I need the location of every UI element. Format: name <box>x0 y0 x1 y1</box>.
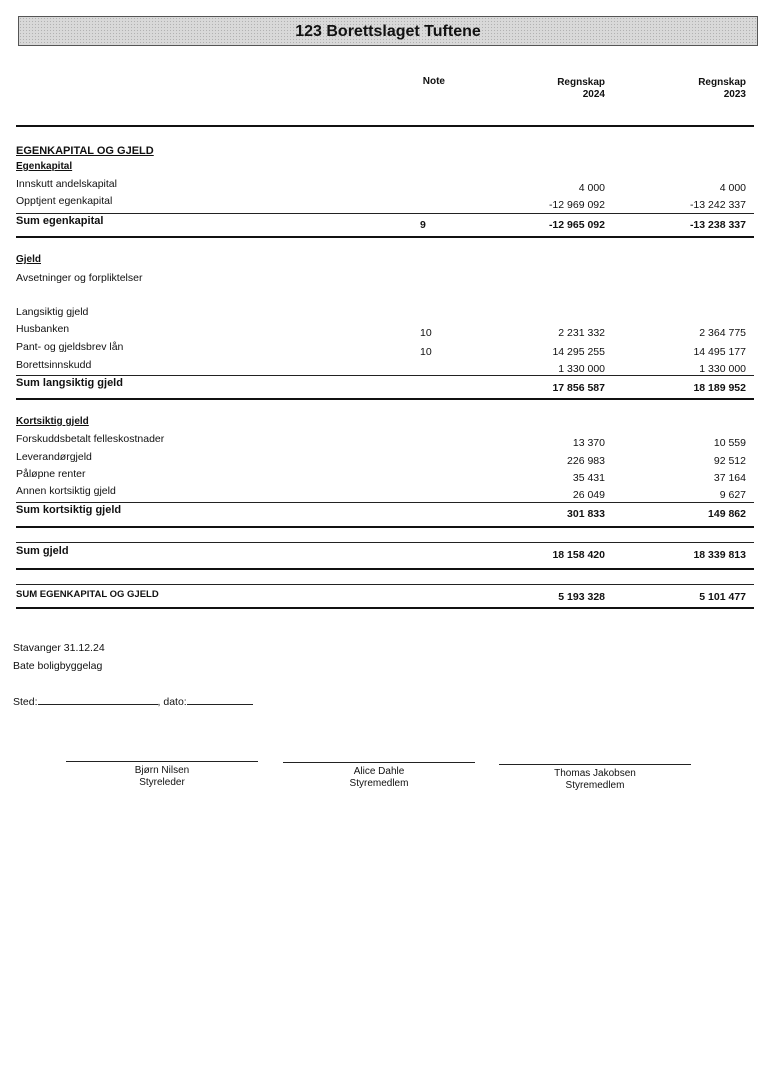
signature-line[interactable] <box>66 761 258 762</box>
note-column-header: Note <box>422 76 445 87</box>
kortsiktig-heading: Kortsiktig gjeld <box>16 416 89 427</box>
column-header-2023-line1: Regnskap <box>698 77 746 88</box>
dato-label: , dato: <box>157 696 187 708</box>
row-label: Påløpne renter <box>16 468 86 480</box>
row-value-2024: 13 370 <box>572 437 605 449</box>
company-name: Bate boligbyggelag <box>13 660 103 672</box>
row-value-2023: 37 164 <box>713 472 746 484</box>
row-divider <box>16 502 754 503</box>
sum-langsiktig-2024: 17 856 587 <box>552 382 605 394</box>
sum-langsiktig-label: Sum langsiktig gjeld <box>16 377 123 389</box>
grand-total-label: SUM EGENKAPITAL OG GJELD <box>16 589 159 600</box>
signature-block <box>499 768 691 792</box>
sted-label: Sted: <box>13 696 38 708</box>
row-divider <box>16 584 754 585</box>
signature-line[interactable] <box>283 762 475 763</box>
sum-gjeld-2023: 18 339 813 <box>693 549 746 561</box>
row-value-2023: 1 330 000 <box>699 363 746 375</box>
sum-egenkapital-note: 9 <box>420 219 426 231</box>
signature-block <box>66 765 258 789</box>
row-value-2024: 26 049 <box>572 489 605 501</box>
row-value-2023: 9 627 <box>719 489 746 501</box>
sum-kortsiktig-label: Sum kortsiktig gjeld <box>16 504 122 516</box>
row-note: 10 <box>420 327 432 339</box>
section-divider <box>16 607 754 609</box>
sum-gjeld-2024: 18 158 420 <box>552 549 605 561</box>
sum-egenkapital-label: Sum egenkapital <box>16 215 104 227</box>
column-header-2023-line2: 2023 <box>723 89 746 100</box>
signatory-role: Styremedlem <box>565 780 625 791</box>
sum-kortsiktig-2023: 149 862 <box>708 508 746 520</box>
egenkapital-heading: Egenkapital <box>16 161 73 172</box>
signature-block <box>283 766 475 790</box>
sum-langsiktig-2023: 18 189 952 <box>693 382 746 394</box>
section-title: EGENKAPITAL OG GJELD <box>16 145 154 157</box>
column-header-2023 <box>666 77 746 101</box>
row-value-2024: -12 969 092 <box>548 199 605 211</box>
row-label: Pant- og gjeldsbrev lån <box>16 341 124 353</box>
row-label: Leverandørgjeld <box>16 451 92 463</box>
signature-line[interactable] <box>499 764 691 765</box>
row-value-2023: 4 000 <box>719 182 746 194</box>
sum-egenkapital-2024: -12 965 092 <box>548 219 605 231</box>
langsiktig-heading: Langsiktig gjeld <box>16 306 89 318</box>
row-label: Forskuddsbetalt felleskostnader <box>16 433 165 445</box>
row-label: Opptjent egenkapital <box>16 195 113 207</box>
grand-total-2023: 5 101 477 <box>699 591 746 603</box>
section-divider <box>16 236 754 238</box>
row-value-2023: 14 495 177 <box>693 346 746 358</box>
column-header-2024 <box>525 77 605 101</box>
avsetninger-label: Avsetninger og forpliktelser <box>16 272 143 284</box>
row-value-2024: 1 330 000 <box>558 363 605 375</box>
row-label: Borettsinnskudd <box>16 359 92 371</box>
row-divider <box>16 375 754 376</box>
signatory-role: Styreleder <box>139 777 185 788</box>
signatory-name: Thomas Jakobsen <box>554 768 636 779</box>
row-value-2023: 92 512 <box>713 455 746 467</box>
signatory-role: Styremedlem <box>349 778 409 789</box>
grand-total-2024: 5 193 328 <box>558 591 605 603</box>
sum-gjeld-label: Sum gjeld <box>16 545 69 557</box>
row-value-2024: 2 231 332 <box>558 327 605 339</box>
row-value-2023: 2 364 775 <box>699 327 746 339</box>
header-divider <box>16 125 754 127</box>
sum-kortsiktig-2024: 301 833 <box>567 508 605 520</box>
row-value-2024: 14 295 255 <box>552 346 605 358</box>
row-divider <box>16 213 754 214</box>
gjeld-heading: Gjeld <box>16 254 42 265</box>
report-title: 123 Borettslaget Tuftene <box>18 16 758 46</box>
row-value-2024: 4 000 <box>578 182 605 194</box>
row-value-2023: -13 242 337 <box>689 199 746 211</box>
row-label: Husbanken <box>16 323 70 335</box>
place-date: Stavanger 31.12.24 <box>13 642 105 654</box>
signatory-name: Alice Dahle <box>353 766 405 777</box>
section-divider <box>16 568 754 570</box>
column-header-2024-line2: 2024 <box>582 89 605 100</box>
sted-dato-line <box>13 694 253 708</box>
sted-field[interactable] <box>38 694 158 705</box>
row-value-2024: 35 431 <box>572 472 605 484</box>
row-note: 10 <box>420 346 432 358</box>
sum-egenkapital-2023: -13 238 337 <box>689 219 746 231</box>
row-divider <box>16 542 754 543</box>
column-header-2024-line1: Regnskap <box>557 77 605 88</box>
row-value-2023: 10 559 <box>713 437 746 449</box>
signatory-name: Bjørn Nilsen <box>134 765 190 776</box>
row-label: Innskutt andelskapital <box>16 178 117 190</box>
section-divider <box>16 526 754 528</box>
row-value-2024: 226 983 <box>567 455 605 467</box>
dato-field[interactable] <box>187 694 253 705</box>
section-divider <box>16 398 754 400</box>
row-label: Annen kortsiktig gjeld <box>16 485 116 497</box>
